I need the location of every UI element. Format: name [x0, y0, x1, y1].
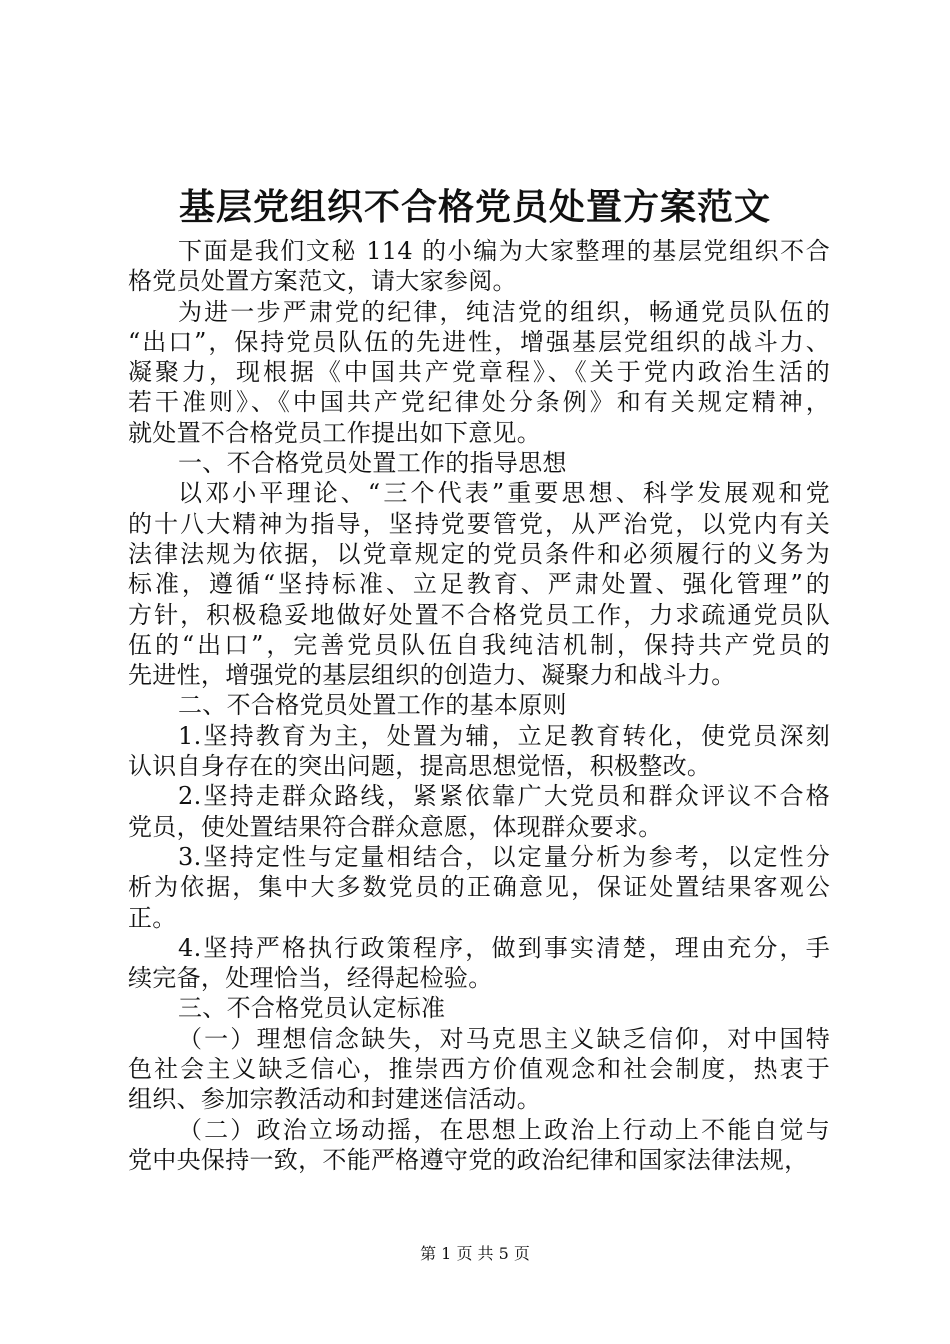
- paragraph: [128, 933, 830, 994]
- paragraph-line: 一、不合格党员处置工作的指导思想: [178, 449, 567, 478]
- paragraph-line: 1.坚持教育为主，处置为辅，立足教育转化，使党员深刻: [178, 721, 830, 750]
- paragraph: [128, 1115, 830, 1176]
- paragraph-line: 二、不合格党员处置工作的基本原则: [178, 691, 567, 720]
- paragraph: [128, 448, 830, 478]
- paragraph: [128, 842, 830, 933]
- paragraph: [128, 1024, 830, 1115]
- paragraph-line: 正。: [128, 903, 177, 932]
- paragraph-line: “出口”，保持党员队伍的先进性，增强基层党组织的战斗力、: [128, 327, 830, 356]
- paragraph-line: 为进一步严肃党的纪律，纯洁党的组织，畅通党员队伍的: [178, 297, 830, 326]
- paragraph: [128, 721, 830, 782]
- paragraph-line: 方针，积极稳妥地做好处置不合格党员工作，力求疏通党员队: [128, 600, 830, 629]
- paragraph: [128, 690, 830, 720]
- paragraph-line: 续完备，处理恰当，经得起检验。: [128, 964, 493, 993]
- paragraph-line: 党中央保持一致，不能严格遵守党的政治纪律和国家法律法规，: [128, 1145, 809, 1174]
- paragraph-line: 凝聚力，现根据《中国共产党章程》、《关于党内政治生活的: [128, 358, 830, 387]
- paragraph-line: 先进性，增强党的基层组织的创造力、凝聚力和战斗力。: [128, 661, 736, 690]
- paragraph-line: 4.坚持严格执行政策程序，做到事实清楚，理由充分，手: [178, 933, 830, 962]
- paragraph-line: 3.坚持定性与定量相结合，以定量分析为参考，以定性分: [178, 842, 830, 871]
- paragraph: [128, 781, 830, 842]
- paragraph-line: （二）政治立场动摇，在思想上政治上行动上不能自觉与: [178, 1115, 830, 1144]
- paragraph: [128, 478, 830, 690]
- paragraph-line: （一）理想信念缺失，对马克思主义缺乏信仰，对中国特: [178, 1024, 830, 1053]
- paragraph-line: 就处置不合格党员工作提出如下意见。: [128, 418, 542, 447]
- paragraph-line: 伍的“出口”，完善党员队伍自我纯洁机制，保持共产党员的: [128, 630, 830, 659]
- paragraph-line: 的十八大精神为指导，坚持党要管党，从严治党，以党内有关: [128, 509, 830, 538]
- paragraph-line: 下面是我们文秘 114 的小编为大家整理的基层党组织不合: [178, 237, 830, 265]
- paragraph-line: 法律法规为依据，以党章规定的党员条件和必须履行的义务为: [128, 539, 830, 568]
- paragraph-line: 2.坚持走群众路线，紧紧依靠广大党员和群众评议不合格: [178, 782, 830, 811]
- document-title: 基层党组织不合格党员处置方案范文: [178, 186, 771, 228]
- paragraph-line: 色社会主义缺乏信心，推崇西方价值观念和社会制度，热衷于: [128, 1055, 830, 1084]
- paragraph: [128, 236, 830, 297]
- paragraph-line: 以邓小平理论、“三个代表”重要思想、科学发展观和党: [178, 479, 830, 508]
- paragraph-line: 三、不合格党员认定标准: [178, 994, 446, 1023]
- paragraph-line: 组织、参加宗教活动和封建迷信活动。: [128, 1085, 542, 1114]
- paragraph-line: 若干准则》、《中国共产党纪律处分条例》和有关规定精神，: [128, 388, 830, 417]
- document-body: [128, 236, 830, 1175]
- paragraph: [128, 993, 830, 1023]
- paragraph-line: 格党员处置方案范文，请大家参阅。: [128, 267, 517, 296]
- paragraph-line: 党员，使处置结果符合群众意愿，体现群众要求。: [128, 812, 663, 841]
- paragraph-line: 标准，遵循“坚持标准、立足教育、严肃处置、强化管理”的: [128, 570, 830, 599]
- paragraph-line: 析为依据，集中大多数党员的正确意见，保证处置结果客观公: [128, 873, 830, 902]
- paragraph-line: 认识自身存在的突出问题，提高思想觉悟，积极整改。: [128, 752, 712, 781]
- page-footer: 第 1 页 共 5 页: [420, 1244, 530, 1263]
- paragraph: [128, 297, 830, 448]
